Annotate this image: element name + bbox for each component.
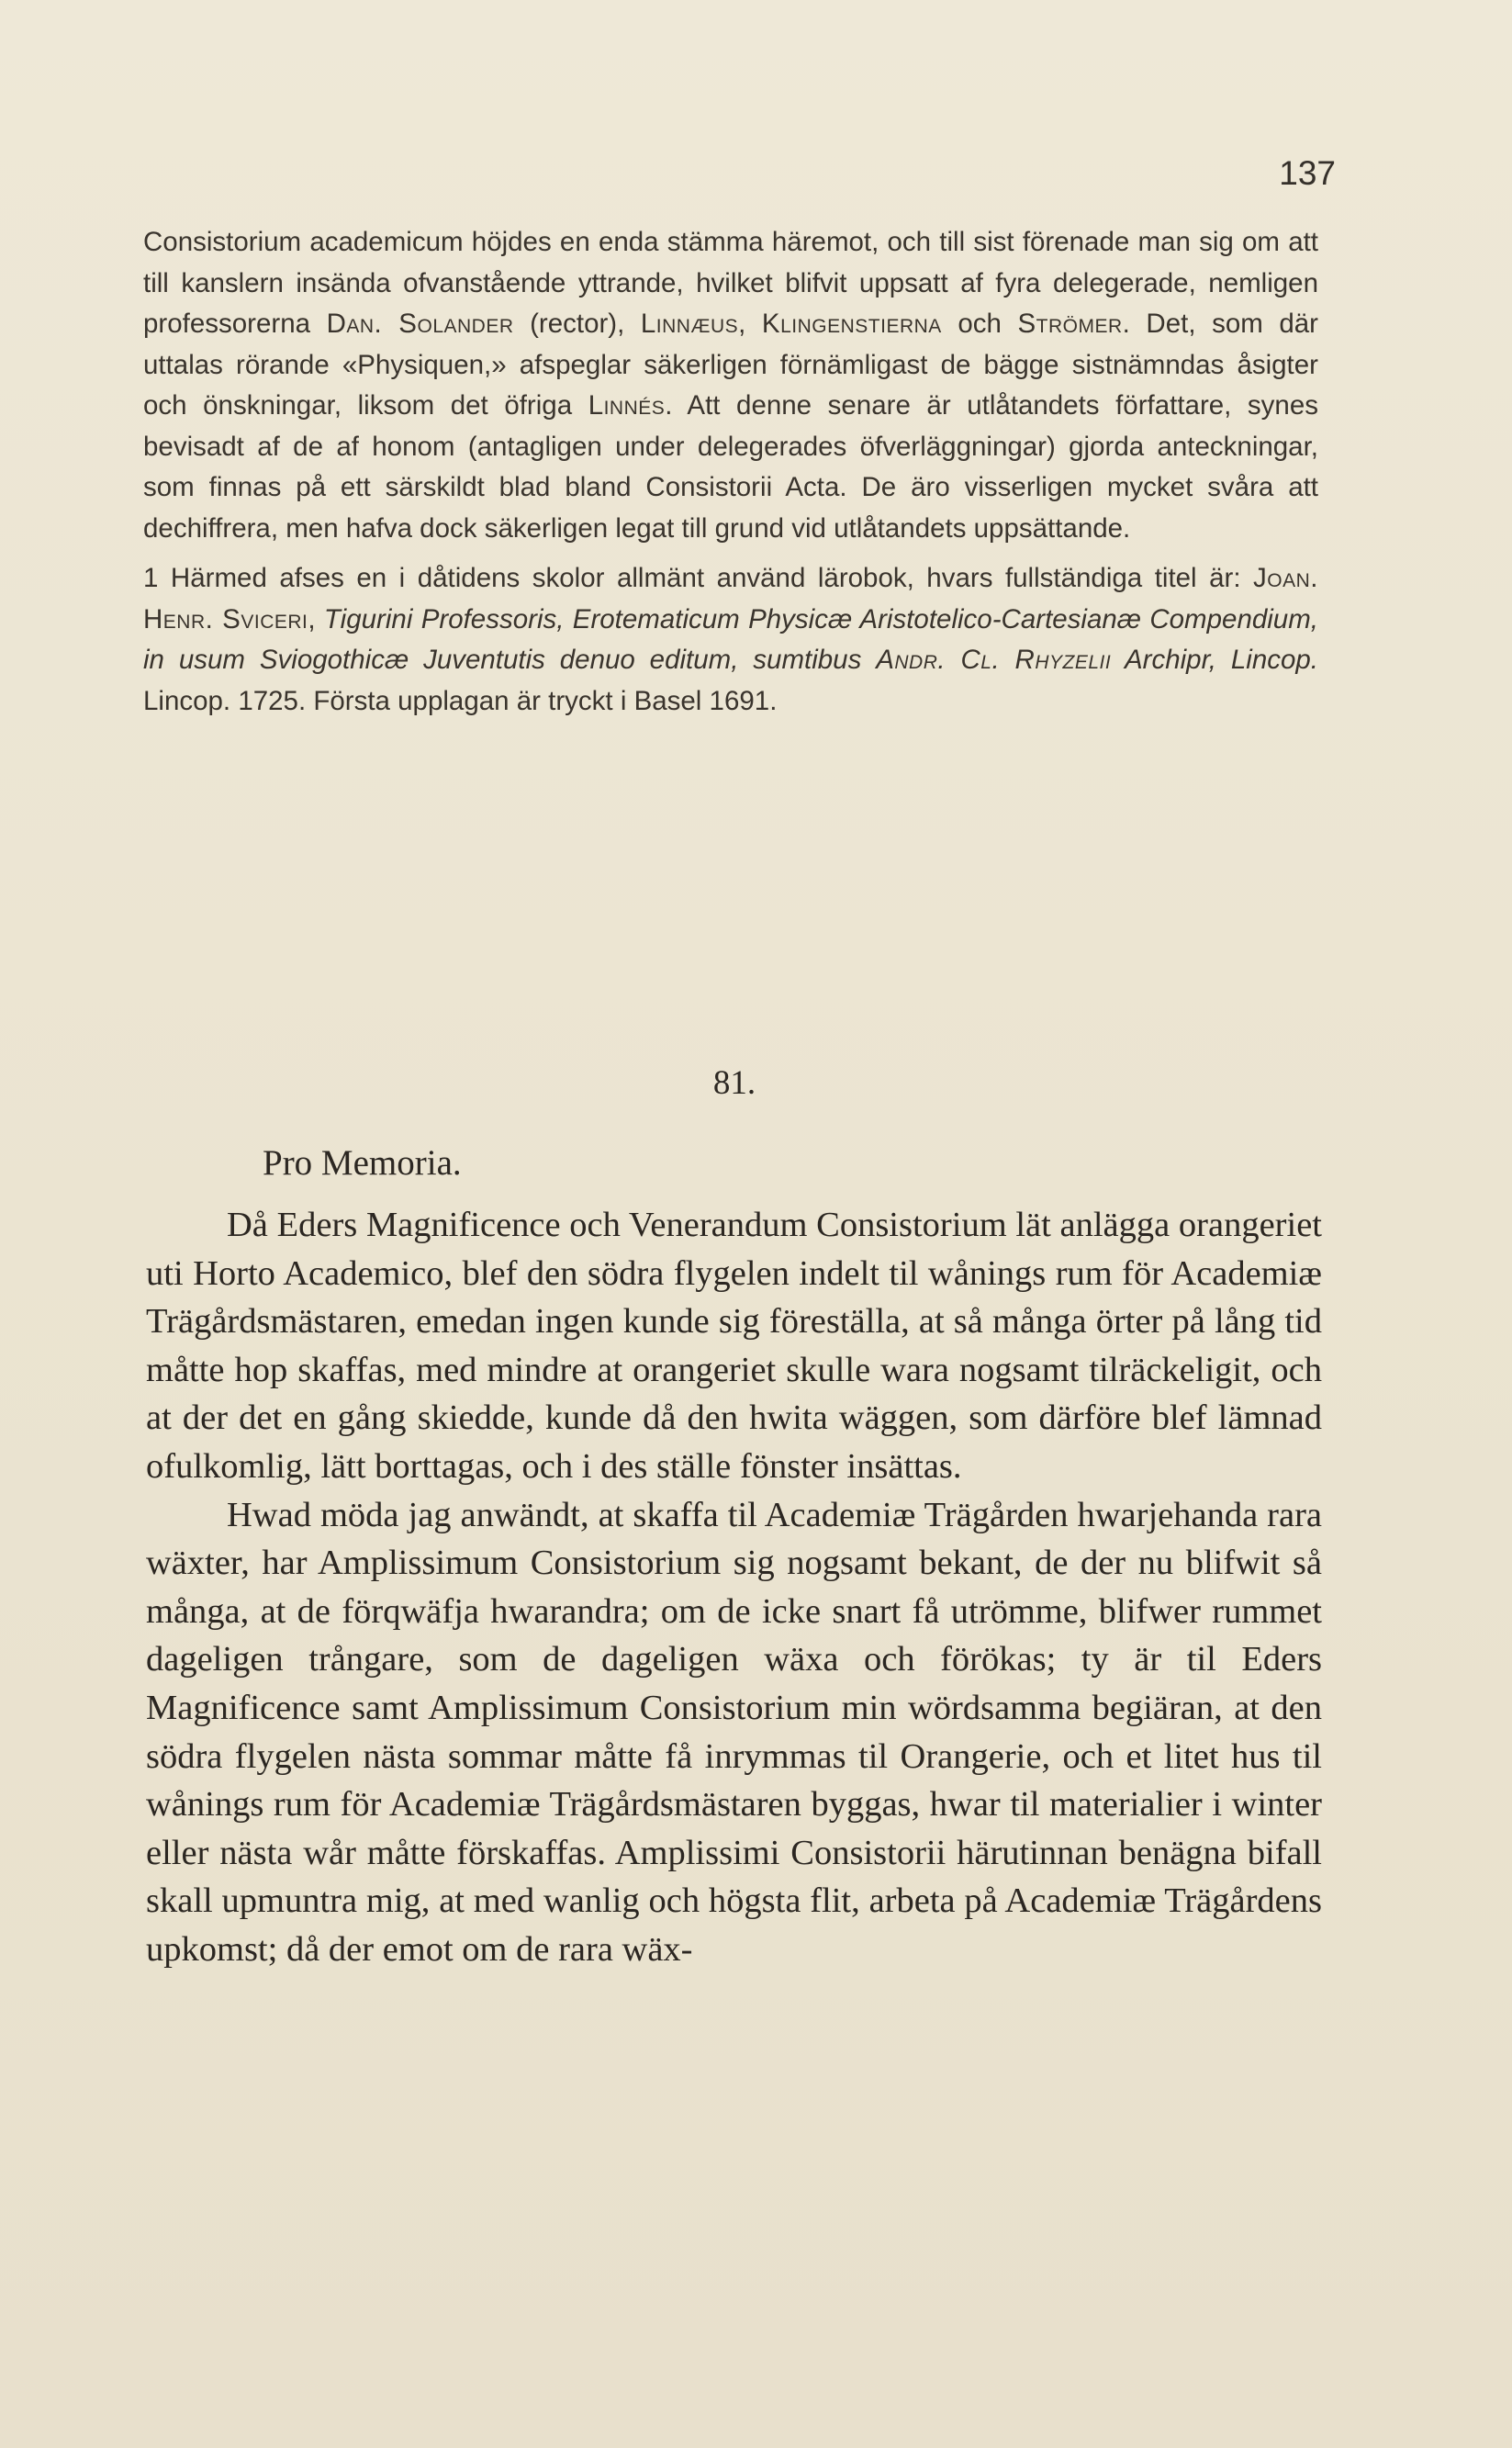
commentary-text: (rector), [513,309,641,339]
author-name: Joan. Henr. Sviceri [143,563,1318,634]
commentary-text: och [941,309,1018,339]
person-name: Strömer [1017,309,1123,339]
book-title: Tigurini Professoris, Erotematicum Physicæ Aristotelico-Cartesianæ Compendium, in usum Sviogothicæ Juventutis denuo editum, sumtibus [143,603,1318,675]
footnote [143,558,1318,722]
memo-paragraph: Då Eders Magnificence och Venerandum Consistorium lät anlägga orangeriet uti Horto Academico, blef den södra flygelen indelt til wånings rum för Academiæ Trägårdsmästaren, emedan ingen kunde sig föreställa, at så många örter på lång tid måtte hop skaffas, med mindre at orangeriet skulle wara nogsamt tilräckeligit, och at der det en gång skiedde, kunde då den hwita wäggen, som därföre blef lämnad ofulkomlig, lätt borttagas, och i des ställe fönster insättas. [146,1206,1322,1486]
person-name: Linnæus [640,309,739,339]
person-name: Dan. Solander [326,309,514,339]
commentary-block [143,222,1318,722]
person-name: Klingenstierna [761,309,942,339]
commentary-paragraph [143,222,1318,549]
footnote-text: Härmed afses en i dåtidens skolor allmänt använd lärobok, hvars fullständiga titel är: [158,563,1254,593]
publisher-name: Andr. Cl. Rhyzelii [876,645,1112,675]
commentary-text: Consistorium academicum höjdes en enda stämma häremot, och till sist förenade man sig om att till kanslern insända ofvanstående yttrande, hvilket blifvit uppsatt af fyra delegerade, nemligen professorerna [143,227,1318,339]
person-name: Linnés [588,390,666,421]
footnote-text: , [308,603,324,634]
memo-paragraph: Hwad möda jag anwändt, at skaffa til Academiæ Trägården hwarjehanda rara wäxter, har Amplissimum Consistorium sig nogsamt bekant, de der nu blifwit så många, at de förqwäfja hwarandra; om de icke snart få utrömme, blifwer rummet dageligen trångare, som de dageligen wäxa och förökas; ty är til Eders Magnificence samt Amplissimum Consistorium min wördsamma begiäran, at den södra flygelen nästa sommar måtte få inrymmas til Orangerie, och et litet hus til wånings rum för Academiæ Trägårdsmästaren byggas, hwar til materialier i winter eller nästa wår måtte förskaffas. Amplissimi Consistorii härutinnan benägna bifall skall upmuntra mig, at med wanlig och högsta flit, arbeta på Academiæ Trägårdens upkomst; då der emot om de rara wäx- [146,1495,1322,1969]
page-number: 137 [1279,154,1336,192]
book-title-tail: Archipr, Lincop. [1111,645,1318,675]
footnote-text: Lincop. 1725. Första upplagan är tryckt i Basel 1691. [143,685,778,716]
commentary-text: , [738,309,762,339]
commentary-text: . Det, som där uttalas rörande «Physiquen,» afspeglar säkerligen förnämligast de bägge sistnämndas åsigter och önskningar, liksom det öfriga [143,309,1318,421]
section-number: 81. [712,1064,756,1102]
footnote-marker: 1 [143,563,159,593]
memo-body [146,1201,1322,1974]
commentary-text: . Att denne senare är utlåtandets författare, synes bevisadt af de af honom (antagligen under delegerades öfverläggningar) gjorda anteckningar, som finnas på ett särskildt blad bland Consistorii Acta. De äro visserligen mycket svåra att dechiffrera, men hafva dock säkerligen legat till grund vid utlåtandets uppsättande. [143,390,1318,544]
memo-title: Pro Memoria. [263,1143,462,1183]
